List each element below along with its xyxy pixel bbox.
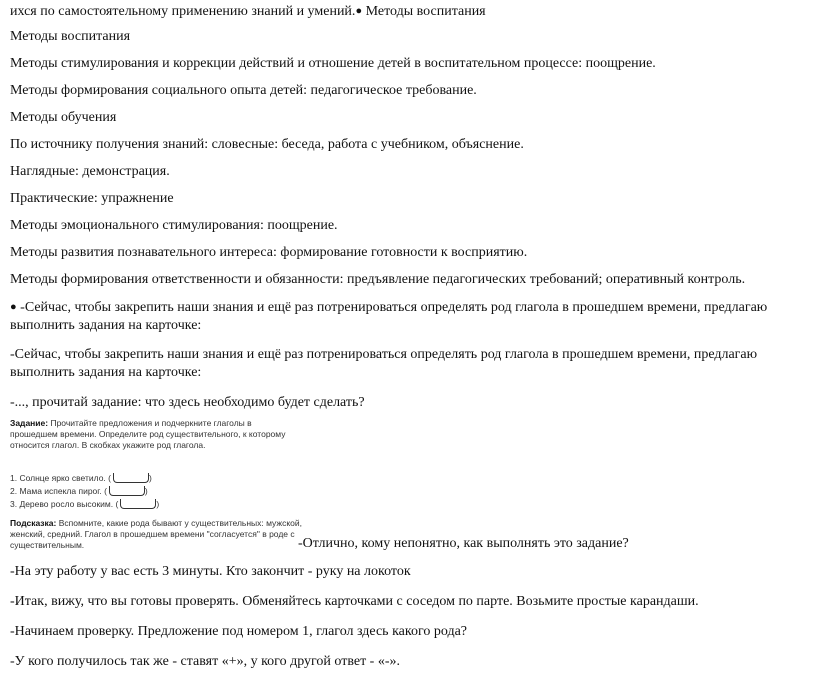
item-close: ) [148, 473, 152, 483]
answer-blank [109, 486, 145, 496]
task-item-2 [10, 486, 148, 497]
hint-text [10, 518, 310, 551]
item-close: ) [156, 499, 160, 509]
text-line-6: Наглядные: демонстрация. [10, 164, 170, 179]
text-line-1: Методы воспитания [10, 29, 131, 44]
answer-blank [120, 499, 156, 509]
task-label: Задание: [10, 418, 49, 428]
text-line-8: Методы эмоционального стимулирования: поощрение. [10, 218, 338, 233]
text-fragment: ихся по самостоятельному применению знаний и умений. [10, 4, 356, 19]
text-fragment: Методы воспитания [365, 4, 486, 19]
task-card-image [10, 418, 310, 550]
text-line-3: Методы формирования социального опыта детей: педагогическое требование. [10, 83, 477, 98]
text-line-0 [10, 2, 486, 21]
item-close: ) [144, 486, 148, 496]
task-text [10, 418, 300, 451]
item-text: 1. Солнце ярко светило. ( [10, 473, 111, 483]
item-text: 3. Дерево росло высоким. ( [10, 499, 119, 509]
text-line-16: -Итак, вижу, что вы готовы проверять. Обменяйтесь карточками с соседом по парте. Возьмите простые карандаши. [10, 594, 699, 609]
bullet-icon: ● [355, 5, 363, 17]
text-line-15: -На эту работу у вас есть 3 минуты. Кто закончит - руку на локоток [10, 564, 411, 579]
item-text: 2. Мама испекла пирог. ( [10, 486, 107, 496]
text-line-18: -У кого получилось так же - ставят «+», у кого другой ответ - «-». [10, 654, 401, 669]
text-line-13: -..., прочитай задание: что здесь необходимо будет сделать? [10, 395, 365, 410]
text-line-17: -Начинаем проверку. Предложение под номером 1, глагол здесь какого рода? [10, 624, 468, 639]
text-fragment: -Сейчас, чтобы закрепить наши знания и ещё раз потренироваться определять род глагола в прошедшем времени, предлагаю выполнить задания на карточке: [10, 300, 768, 333]
text-line-10: Методы формирования ответственности и обязанности: предъявление педагогических требований; оперативный контроль. [10, 272, 746, 287]
task-item-3 [10, 499, 159, 510]
text-line-4: Методы обучения [10, 110, 117, 125]
text-line-11 [10, 298, 800, 335]
text-line-7: Практические: упражнение [10, 191, 174, 206]
task-body: Прочитайте предложения и подчеркните глаголы в прошедшем времени. Определите род существительного, к которому относится глагол. В скобках укажите род глагола. [10, 418, 286, 450]
text-line-9: Методы развития познавательного интереса: формирование готовности к восприятию. [10, 245, 528, 260]
text-line-14: -Отлично, кому непонятно, как выполнять это задание? [298, 536, 629, 551]
text-line-2: Методы стимулирования и коррекции действий и отношение детей в воспитательном процессе: поощрение. [10, 56, 656, 71]
text-line-12: -Сейчас, чтобы закрепить наши знания и ещё раз потренироваться определять род глагола в прошедшем времени, предлагаю выполнить задания на карточке: [10, 347, 758, 380]
hint-label: Подсказка: [10, 518, 57, 528]
text-line-5: По источнику получения знаний: словесные: беседа, работа с учебником, объяснение. [10, 137, 524, 152]
bullet-icon: ● [10, 301, 17, 313]
hint-body: Вспомните, какие рода бывают у существительных: мужской, женский, средний. Глагол в прошедшем времени "согласуется" в роде с существительным. [10, 518, 302, 550]
answer-blank [113, 473, 149, 483]
task-item-1 [10, 473, 152, 484]
